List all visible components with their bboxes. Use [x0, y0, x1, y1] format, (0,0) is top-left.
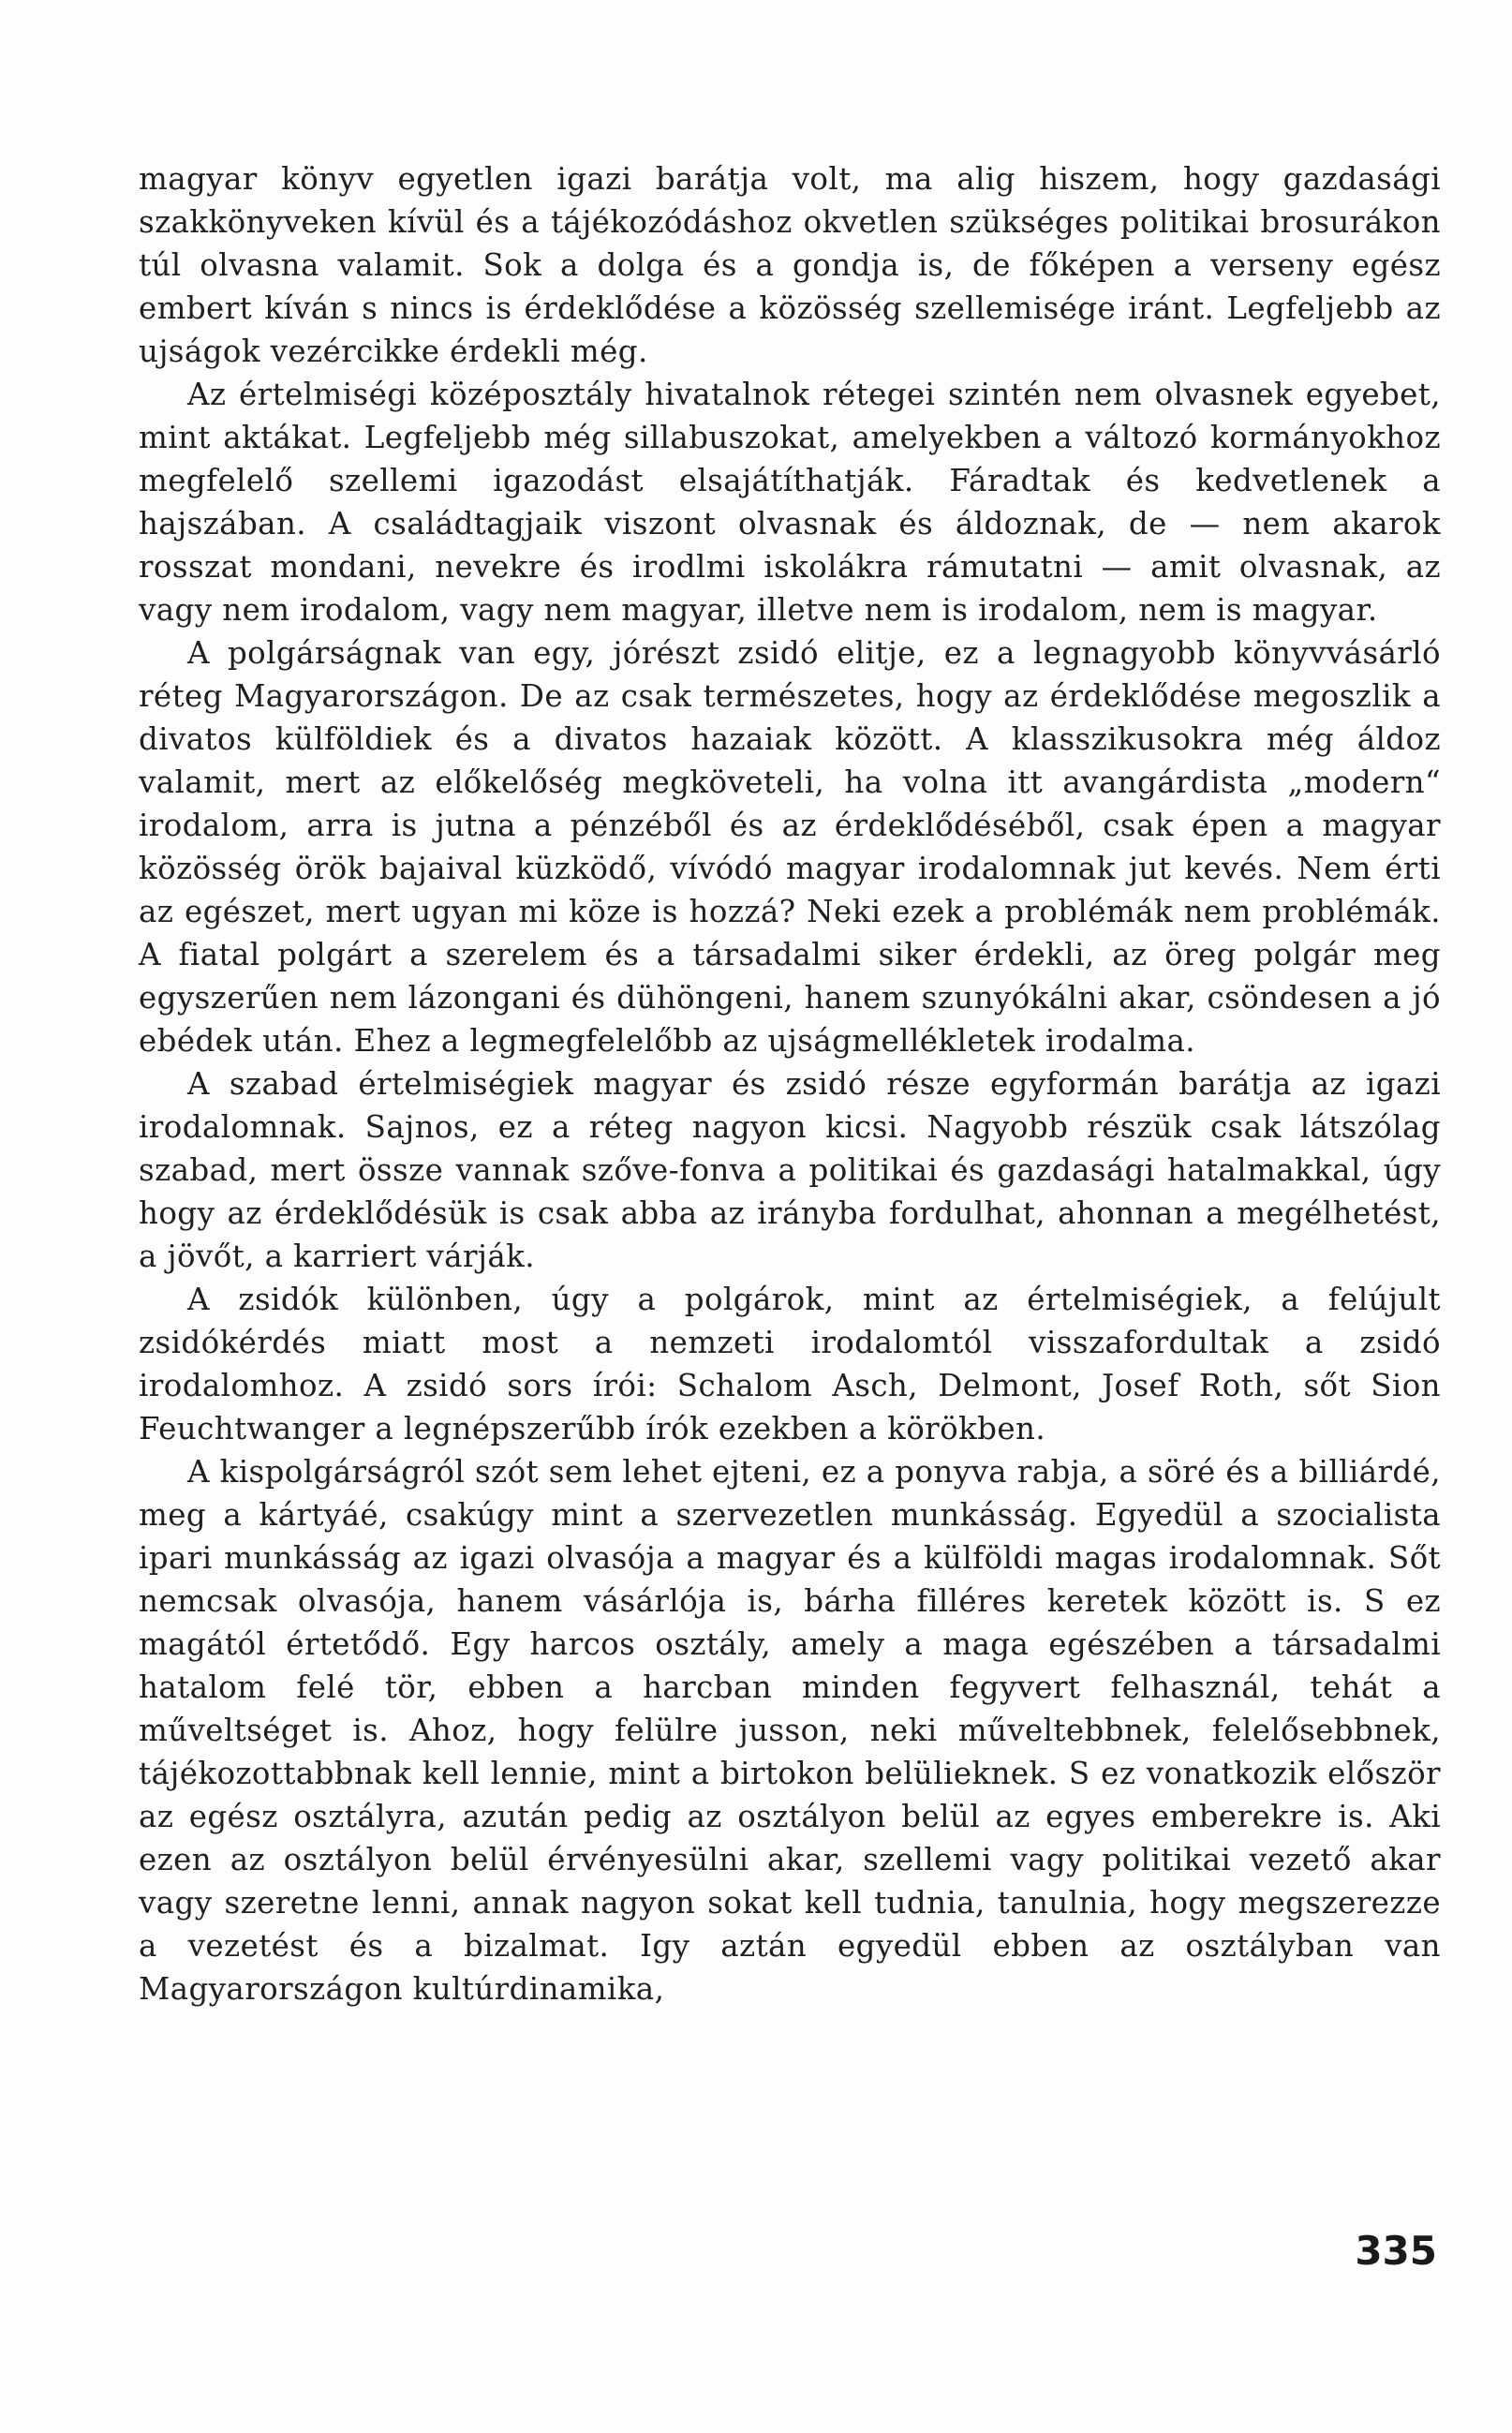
paragraph-jewish-literature: A zsidók különben, úgy a polgárok, mint az értelmiségiek, a felújult zsidókérdés miatt most a nemzeti irodalomtól visszafordultak a zsidó irodalomhoz. A zsidó sors írói: Schalom Asch, Delmont, Josef Roth, sőt Sion Feuchtwanger a legnépszerűbb írók ezekben a körökben.	[139, 1282, 1441, 1446]
paragraph-intellectual-middle-class: Az értelmiségi középosztály hivatalnok rétegei szintén nem olvasnek egyebet, mint aktákat. Legfeljebb még sillabuszokat, amelyekben a változó kormányokhoz megfelelő szellemi igazodást elsajátíthatják. Fáradtak és kedvetlenek a hajszában. A családtagjaik viszont olvasnak és áldoznak, de — nem akarok rosszat mondani, nevekre és irodlmi iskolákra rámutatni — amit olvasnak, az vagy nem irodalom, vagy nem magyar, illetve nem is irodalom, nem is magyar.	[139, 377, 1441, 628]
paragraph-working-class: A kispolgárságról szót sem lehet ejteni, ez a ponyva rabja, a söré és a billiárdé, meg a kártyáé, csakúgy mint a szervezetlen munkásság. Egyedül a szocialista ipari munkásság az igazi olvasója a magyar és a külföldi magas irodalomnak. Sőt nemcsak olvasója, hanem vásárlója is, bárha filléres keretek között is. S ez magától értetődő. Egy harcos osztály, amely a maga egészében a társadalmi hatalom felé tör, ebben a harcban minden fegyvert felhasznál, tehát a műveltséget is. Ahoz, hogy felülre jusson, neki műveltebbnek, felelősebbnek, tájékozottabbnak kell lennie, mint a birtokon belülieknek. S ez vonatkozik először az egész osztályra, azután pedig az osztályon belül az egyes emberekre is. Aki ezen az osztályon belül érvényesülni akar, szellemi vagy politikai vezető akar vagy szeretne lenni, annak nagyon sokat kell tudnia, tanulnia, hogy megszerezze a vezetést és a bizalmat. Igy aztán egyedül ebben az osztályban van Magyarországon kultúrdinamika,	[139, 1454, 1441, 2007]
body-text	[139, 157, 1441, 2010]
page-number: 335	[1355, 2228, 1437, 2274]
paragraph-free-intellectuals: A szabad értelmiségiek magyar és zsidó része egyformán barátja az igazi irodalomnak. Sajnos, ez a réteg nagyon kicsi. Nagyobb részük csak látszólag szabad, mert össze vannak szőve-fonva a politikai és gazdasági hatalmakkal, úgy hogy az érdeklődésük is csak abba az irányba fordulhat, ahonnan a megélhetést, a jövőt, a karriert várják.	[139, 1066, 1441, 1274]
paragraph-continuation: magyar könyv egyetlen igazi barátja volt, ma alig hiszem, hogy gazdasági szakkönyveken kívül és a tájékozódáshoz okvetlen szükséges politikai brosurákon túl olvasna valamit. Sok a dolga és a gondja is, de főképen a verseny egész embert kíván s nincs is érdeklődése a közösség szellemisége iránt. Legfeljebb az ujságok vezércikke érdekli még.	[139, 161, 1441, 369]
paragraph-bourgeoisie: A polgárságnak van egy, jórészt zsidó elitje, ez a legnagyobb könyvvásárló réteg Magyarországon. De az csak természetes, hogy az érdeklődése megoszlik a divatos külföldiek és a divatos hazaiak között. A klasszikusokra még áldoz valamit, mert az előkelőség megköveteli, ha volna itt avangárdista „modern“ irodalom, arra is jutna a pénzéből és az érdeklődéséből, csak épen a magyar közösség örök bajaival küzködő, vívódó magyar irodalomnak jut kevés. Nem érti az egészet, mert ugyan mi köze is hozzá? Neki ezek a problémák nem problémák. A fiatal polgárt a szerelem és a társadalmi siker érdekli, az öreg polgár meg egyszerűen nem lázongani és dühöngeni, hanem szunyókálni akar, csöndesen a jó ebédek után. Ehez a legmegfelelőbb az ujságmellékletek irodalma.	[139, 635, 1441, 1059]
